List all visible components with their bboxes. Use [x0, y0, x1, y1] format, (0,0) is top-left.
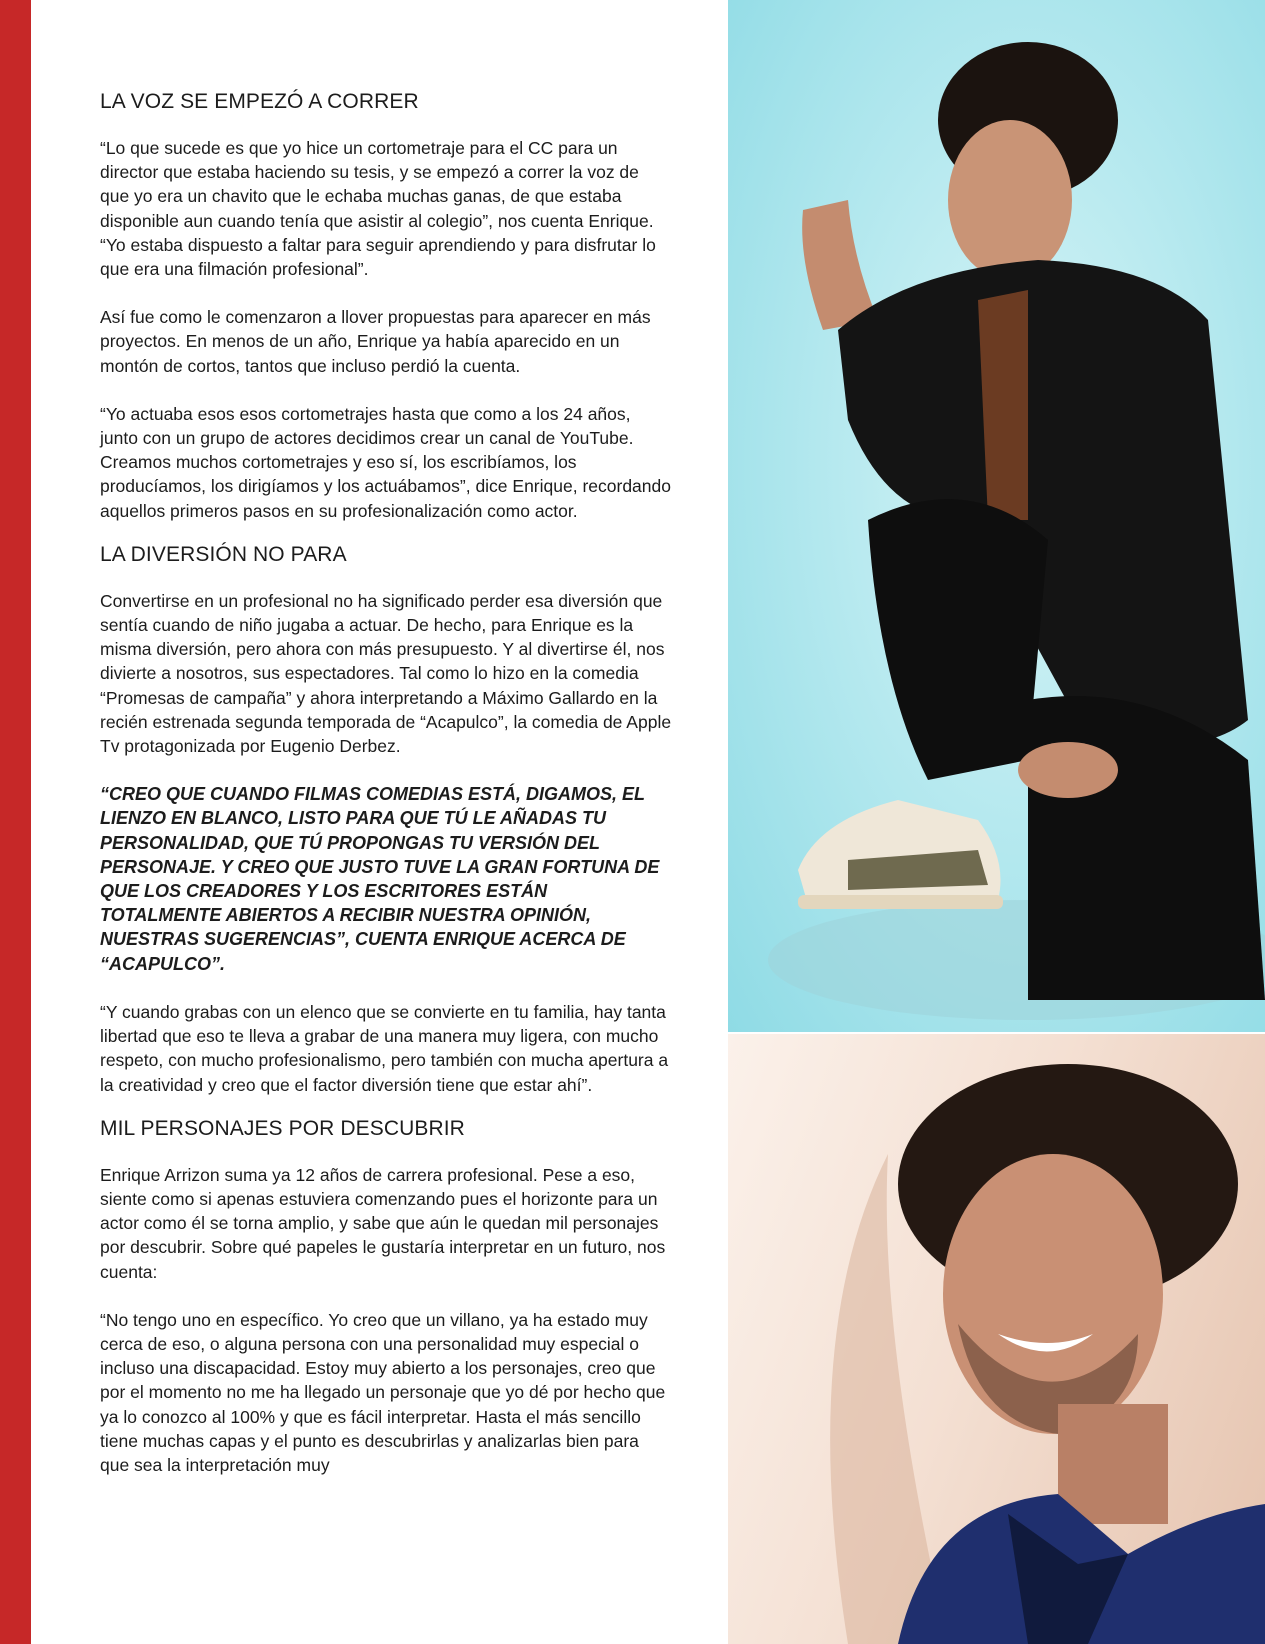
article-body [100, 88, 672, 1477]
article-paragraph: “Lo que sucede es que yo hice un cortometraje para el CC para un director que estaba haciendo su tesis, y se empezó a correr la voz de que yo era un chavito que le echaba muchas ganas, de que estaba disponible aun cuando tenía que asistir al colegio”, nos cuenta Enrique. “Yo estaba dispuesto a faltar para seguir aprendiendo y para disfrutar lo que era una filmación profesional”. [100, 138, 656, 280]
article-paragraph: “Y cuando grabas con un elenco que se convierte en tu familia, hay tanta libertad que eso te lleva a grabar de una manera muy ligera, con mucho respeto, con mucho profesionalismo, pero también con mucha apertura a la creatividad y creo que el factor diversión tiene que estar ahí”. [100, 1001, 669, 1095]
article-paragraph: Enrique Arrizon suma ya 12 años de carrera profesional. Pese a eso, siente como si apenas estuviera comenzando pues el horizonte para un actor como él se torna amplio, y sabe que aún le quedan mil personajes por descubrir. Sobre qué papeles le gustaría interpretar en un futuro, nos cuenta: [100, 1164, 666, 1282]
portrait-photo-kneeling [728, 0, 1265, 1032]
red-accent-bar [0, 0, 31, 1644]
section-heading: LA DIVERSIÓN NO PARA [100, 542, 347, 566]
smiling-figure-illustration [728, 1034, 1265, 1644]
section-heading: MIL PERSONAJES POR DESCUBRIR [100, 1116, 465, 1140]
article-paragraph: “No tengo uno en específico. Yo creo que un villano, ya ha estado muy cerca de eso, o alguna persona con una personalidad muy especial o incluso una discapacidad. Estoy muy abierto a los personajes, creo que por el momento no me ha llegado un personaje que yo dé por hecho que ya lo conozco al 100% y que es fácil interpretar. Hasta el más sencillo tiene muchas capas y el punto es descubrirlas y analizarlas bien para que sea la interpretación muy [100, 1309, 666, 1475]
article-paragraph: “Yo actuaba esos esos cortometrajes hasta que como a los 24 años, junto con un grupo de actores decidimos crear un canal de YouTube. Creamos muchos cortometrajes y eso sí, los escribíamos, los producíamos, los dirigíamos y los actuábamos”, dice Enrique, recordando aquellos primeros pasos en su profesionalización como actor. [100, 403, 671, 521]
section-heading: LA VOZ SE EMPEZÓ A CORRER [100, 90, 419, 113]
kneeling-figure-illustration [728, 0, 1265, 1032]
portrait-photo-smiling [728, 1034, 1265, 1644]
article-paragraph: Así fue como le comenzaron a llover propuestas para aparecer en más proyectos. En menos de un año, Enrique ya había aparecido en un montón de cortos, tantos que incluso perdió la cuenta. [100, 307, 651, 376]
article-paragraph: Convertirse en un profesional no ha significado perder esa diversión que sentía cuando de niño jugaba a actuar. De hecho, para Enrique es la misma diversión, pero ahora con más presupuesto. Y al divertirse él, nos divierte a nosotros, sus espectadores. Tal como lo hizo en la comedia “Promesas de campaña” y ahora interpretando a Máximo Gallardo en la recién estrenada segunda temporada de “Acapulco”, la comedia de Apple Tv protagonizada por Eugenio Derbez. [100, 590, 672, 757]
pull-quote: “CREO QUE CUANDO FILMAS COMEDIAS ESTÁ, DIGAMOS, EL LIENZO EN BLANCO, LISTO PARA QUE TÚ LE AÑADAS TU PERSONALIDAD, QUE TÚ PROPONGAS TU VERSIÓN DEL PERSONAJE. Y CREO QUE JUSTO TUVE LA GRAN FORTUNA DE QUE LOS CREADORES Y LOS ESCRITORES ESTÁN TOTALMENTE ABIERTOS A RECIBIR NUESTRA OPINIÓN, NUESTRAS SUGERENCIAS”, CUENTA ENRIQUE ACERCA DE “ACAPULCO”. [100, 784, 660, 974]
